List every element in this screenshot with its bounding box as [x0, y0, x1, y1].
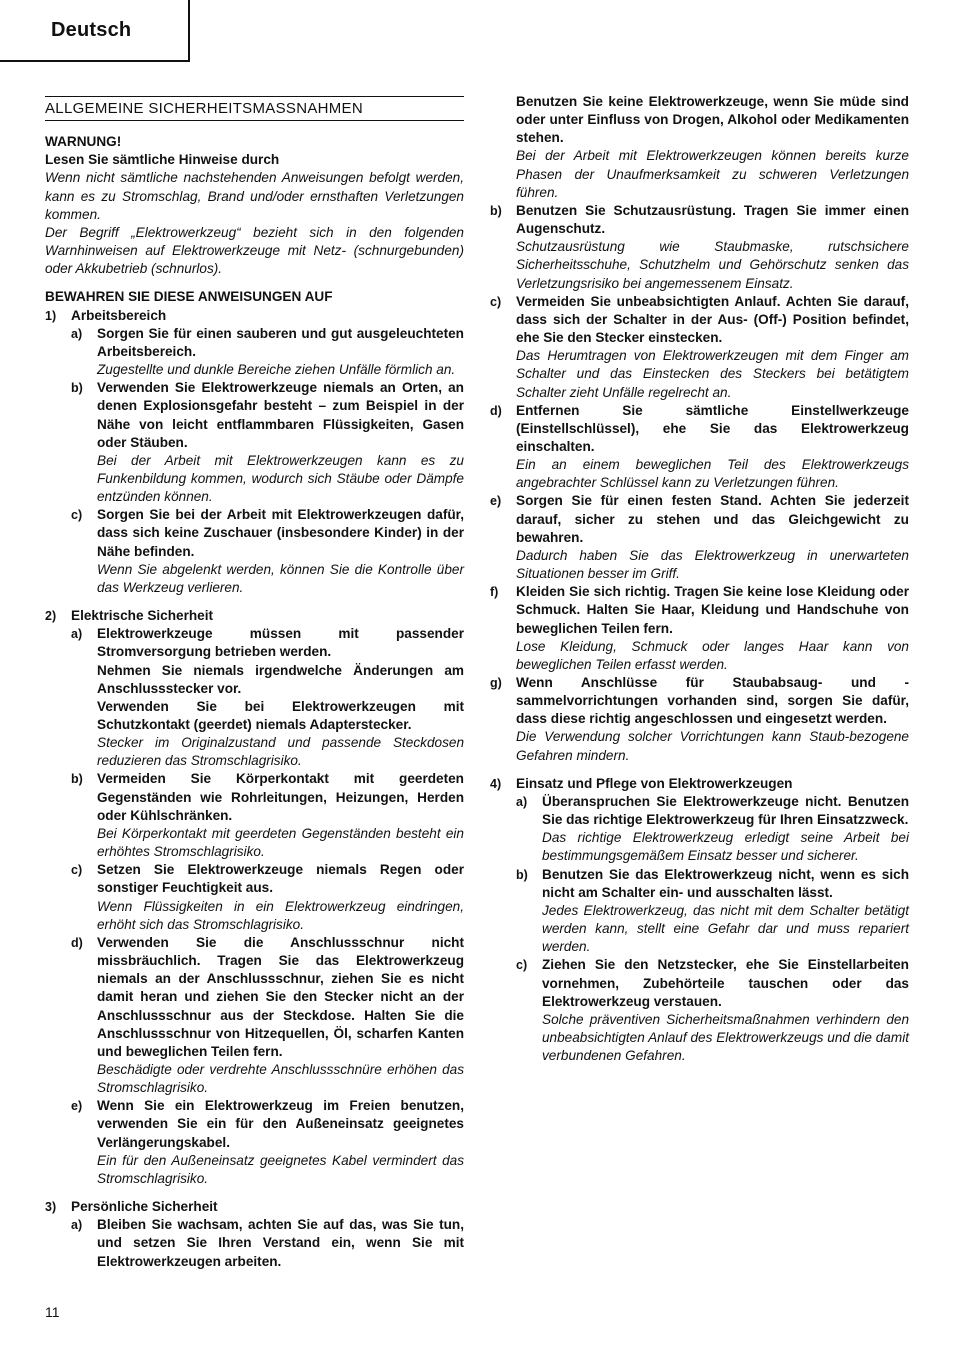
item-instruction: Nehmen Sie niemals irgendwelche Änderungen am Anschlussstecker vor. [97, 662, 464, 696]
subsection-3-items [45, 1216, 464, 1270]
item-instruction: Wenn Anschlüsse für Staubabsaug- und -sammelvorrichtungen vorhanden sind, sorgen Sie dafür, dass diese richtig angeschlossen und eingesetzt werden. [516, 675, 909, 727]
item-letter: c) [516, 958, 528, 973]
list-item [71, 506, 464, 597]
list-item [71, 325, 464, 379]
subsection-3-continued [490, 93, 909, 765]
read-all-heading: Lesen Sie sämtliche Hinweise durch [45, 152, 280, 168]
item-instruction: Entfernen Sie sämtliche Einstellwerkzeuge (Einstellschlüssel), ehe Sie das Elektrowerkzeug einschalten. [516, 402, 909, 454]
item-explanation: Dadurch haben Sie das Elektrowerkzeug in unerwarteten Situationen besser im Griff. [516, 547, 909, 582]
list-item [490, 674, 909, 765]
item-letter: c) [71, 508, 83, 523]
subsection-title: Persönliche Sicherheit [71, 1199, 218, 1215]
item-explanation: Ein für den Außeneinsatz geeignetes Kabel vermindert das Stromschlagrisiko. [97, 1152, 464, 1186]
warning-label: WARNUNG! [45, 134, 122, 150]
item-letter: e) [71, 1099, 83, 1114]
language-label: Deutsch [51, 19, 132, 41]
item-letter: f) [490, 585, 499, 600]
list-item [490, 202, 909, 293]
item-instruction: Elektrowerkzeuge müssen mit passender Stromversorgung betrieben werden. [97, 626, 464, 660]
item-instruction: Sorgen Sie bei der Arbeit mit Elektrowerkzeugen dafür, dass sich keine Zuschauer (insbesondere Kinder) in der Nähe befinden. [97, 507, 464, 559]
item-instruction: Verwenden Sie bei Elektrowerkzeugen mit Schutzkontakt (geerdet) niemals Adapterstecker. [97, 698, 464, 732]
item-instruction: Benutzen Sie das Elektrowerkzeug nicht, wenn es sich nicht am Schalter ein- und ausschalten lässt. [542, 866, 909, 900]
item-instruction: Ziehen Sie den Netzstecker, ehe Sie Einstellarbeiten vornehmen, Zubehörteile tauschen oder das Elektrowerkzeug verstauen. [542, 957, 909, 1009]
item-letter: a) [516, 794, 528, 809]
page-number: 11 [45, 1304, 60, 1320]
subsection-number: 1) [45, 308, 57, 323]
item-explanation: Bei Körperkontakt mit geerdeten Gegenständen besteht ein erhöhtes Stromschlagrisiko. [97, 825, 464, 860]
item-explanation: Jedes Elektrowerkzeug, das nicht mit dem Schalter betätigt werden kann, stellt eine Gefahr dar und muss repariert werden. [542, 902, 909, 955]
item-explanation: Zugestellte und dunkle Bereiche ziehen Unfälle förmlich an. [97, 362, 456, 378]
item-instruction: Verwenden Sie Elektrowerkzeuge niemals an Orten, an denen Explosionsgefahr besteht – zum Beispiel in der Nähe von leicht entflammbaren Flüssigkeiten, Gasen oder Stäuben. [97, 380, 464, 450]
subsection-number: 3) [45, 1200, 57, 1215]
list-item [71, 1097, 464, 1188]
list-item [490, 402, 909, 493]
subsection-4-items [490, 793, 909, 1065]
subsection-title: Arbeitsbereich [71, 307, 167, 323]
item-instruction: Sorgen Sie für einen sauberen und gut ausgeleuchteten Arbeitsbereich. [97, 325, 464, 359]
subsection-title: Einsatz und Pflege von Elektrowerkzeugen [516, 775, 793, 791]
item-explanation: Bei der Arbeit mit Elektrowerkzeugen kann es zu Funkenbildung kommen, wodurch sich Stäube oder Dämpfe entzünden können. [97, 452, 464, 505]
subsection-3-heading [45, 1198, 464, 1216]
item-instruction: Benutzen Sie keine Elektrowerkzeuge, wenn Sie müde sind oder unter Einfluss von Drogen, Alkohol oder Medikamenten stehen. [516, 94, 909, 146]
item-letter: a) [71, 326, 83, 341]
intro-paragraph-2: Der Begriff „Elektrowerkzeug“ bezieht sich in den folgenden Warnhinweisen auf Elektrowerkzeuge mit Netz- (schnurgebunden) oder Akkubetrieb (schnurlos). [45, 224, 464, 277]
item-instruction: Überanspruchen Sie Elektrowerkzeuge nicht. Benutzen Sie das richtige Elektrowerkzeug für Ihren Einsatzzweck. [542, 793, 909, 828]
intro-paragraph-1: Wenn nicht sämtliche nachstehenden Anweisungen befolgt werden, kann es zu Stromschlag, Brand und/oder ernsthaften Verletzungen kommen. [45, 170, 464, 222]
item-explanation: Das richtige Elektrowerkzeug erledigt seine Arbeit bei bestimmungsgemäßem Einsatz besser und sicherer. [542, 830, 909, 864]
list-item [71, 861, 464, 934]
item-instruction: Vermeiden Sie Körperkontakt mit geerdeten Gegenständen wie Rohrleitungen, Heizungen, Herden oder Kühlschränken. [97, 771, 464, 823]
item-instruction: Wenn Sie ein Elektrowerkzeug im Freien benutzen, verwenden Sie ein für den Außeneinsatz geeignetes Verlängerungskabel. [97, 1098, 464, 1150]
subsection-1-items [45, 325, 464, 597]
list-item [490, 293, 909, 402]
list-item [516, 956, 909, 1065]
subsection-2-items [45, 625, 464, 1188]
item-instruction: Setzen Sie Elektrowerkzeuge niemals Regen oder sonstiger Feuchtigkeit aus. [97, 862, 464, 896]
item-letter: g) [490, 676, 502, 690]
list-item [71, 1216, 464, 1270]
item-letter: d) [71, 935, 83, 950]
item-explanation: Schutzausrüstung wie Staubmaske, rutschsichere Sicherheitsschuhe, Schutzhelm und Gehörschutz senken das Verletzungsrisiko bei angemessenem Einsatz. [516, 239, 909, 291]
list-item [71, 770, 464, 861]
keep-instructions-heading: BEWAHREN SIE DIESE ANWEISUNGEN AUF [45, 289, 333, 305]
list-item [71, 379, 464, 506]
item-instruction: Benutzen Sie Schutzausrüstung. Tragen Sie immer einen Augenschutz. [516, 202, 909, 237]
list-item [516, 793, 909, 866]
item-explanation: Lose Kleidung, Schmuck oder langes Haar kann von beweglichen Teilen erfasst werden. [516, 638, 909, 672]
item-letter: b) [516, 867, 528, 882]
item-explanation: Die Verwendung solcher Vorrichtungen kann Staub-bezogene Gefahren mindern. [516, 729, 909, 763]
subsection-2-heading [45, 607, 464, 625]
list-item [516, 866, 909, 957]
list-item [71, 625, 464, 770]
item-explanation: Stecker im Originalzustand und passende Steckdosen reduzieren das Stromschlagrisiko. [97, 735, 464, 769]
subsection-number: 4) [490, 776, 502, 791]
item-letter: a) [71, 627, 83, 642]
item-letter: e) [490, 494, 502, 509]
item-instruction: Sorgen Sie für einen festen Stand. Achten Sie jederzeit darauf, sicher zu stehen und das Gleichgewicht zu bewahren. [516, 493, 909, 545]
item-letter: b) [71, 772, 83, 787]
item-explanation: Das Herumtragen von Elektrowerkzeugen mit dem Finger am Schalter und das Einstecken des Steckers bei betätigtem Schalter zieht Unfälle regelrecht an. [516, 348, 909, 400]
item-letter: a) [71, 1218, 83, 1233]
left-column [45, 96, 464, 1271]
item-explanation: Ein an einem beweglichen Teil des Elektrowerkzeugs angebrachter Schlüssel kann zu Verletzungen führen. [516, 457, 909, 491]
item-instruction: Bleiben Sie wachsam, achten Sie auf das, was Sie tun, und setzen Sie Ihren Verstand ein, wenn Sie mit Elektrowerkzeugen arbeiten. [97, 1217, 464, 1269]
list-item [71, 934, 464, 1097]
list-item [490, 583, 909, 674]
item-explanation: Wenn Sie abgelenkt werden, können Sie die Kontrolle über das Werkzeug verlieren. [97, 561, 464, 595]
subsection-title: Elektrische Sicherheit [71, 608, 214, 624]
item-instruction: Vermeiden Sie unbeabsichtigten Anlauf. Achten Sie darauf, dass sich der Schalter in der Aus- (Off-) Position befindet, ehe Sie den Stecker einstecken. [516, 293, 909, 346]
language-tab [0, 0, 190, 62]
item-explanation: Solche präventiven Sicherheitsmaßnahmen verhindern den unbeabsichtigten Anlauf des Elektrowerkzeugs und die damit verbundenen Gefahren. [542, 1011, 909, 1064]
subsection-number: 2) [45, 609, 57, 624]
item-letter: d) [490, 403, 502, 418]
section-title: ALLGEMEINE SICHERHEITSMASSNAHMEN [45, 96, 464, 121]
item-letter: c) [490, 294, 502, 309]
subsection-1-heading [45, 307, 464, 325]
item-explanation: Bei der Arbeit mit Elektrowerkzeugen können bereits kurze Phasen der Unaufmerksamkeit zu schweren Verletzungen führen. [516, 148, 909, 200]
right-column [490, 93, 909, 1065]
item-instruction: Verwenden Sie die Anschlussschnur nicht missbräuchlich. Tragen Sie das Elektrowerkzeug niemals an der Anschlussschnur, ziehen Sie es nicht damit heran und ziehen Sie den Stecker nicht an der Anschlussschnur aus der Steckdose. Halten Sie die Anschlussschnur von Hitzequellen, Öl, scharfen Kanten und beweglichen Teilen fern. [97, 934, 464, 1059]
item-instruction: Kleiden Sie sich richtig. Tragen Sie keine lose Kleidung oder Schmuck. Halten Sie Haar, Kleidung und Handschuhe von beweglichen Teilen fern. [516, 584, 909, 636]
list-item [490, 492, 909, 583]
item-letter: b) [490, 203, 502, 218]
item-letter: c) [71, 863, 83, 878]
item-explanation: Beschädigte oder verdrehte Anschlussschnüre erhöhen das Stromschlagrisiko. [97, 1061, 464, 1096]
subsection-4-heading [490, 775, 909, 793]
item-letter: b) [71, 381, 83, 396]
item-explanation: Wenn Flüssigkeiten in ein Elektrowerkzeug eindringen, erhöht sich das Stromschlagrisiko. [97, 898, 464, 932]
